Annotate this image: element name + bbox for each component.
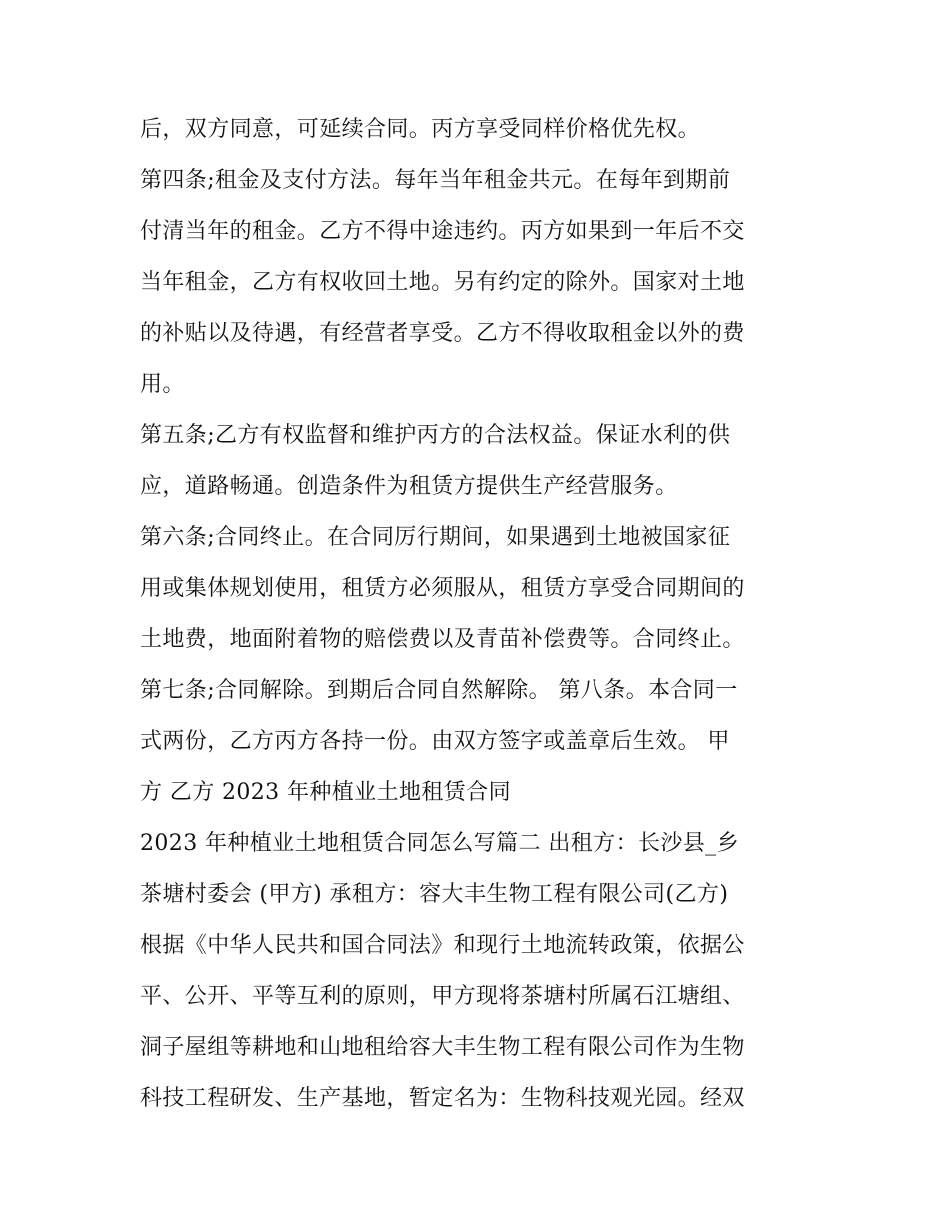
text-line: 应，道路畅通。创造条件为租赁方提供生产经营服务。: [140, 474, 678, 499]
text-line: 第五条;乙方有权监督和维护丙方的合法权益。保证水利的供: [140, 423, 731, 448]
text-line: 用或集体规划使用，租赁方必须服从，租赁方享受合同期间的: [140, 576, 745, 601]
text-line: 洞子屋组等耕地和山地租给容大丰生物工程有限公司作为生物: [140, 1035, 745, 1060]
text-line: 平、公开、平等互利的原则，甲方现将茶塘村所属石江塘组、: [140, 984, 745, 1009]
text-line: 根据《中华人民共和国合同法》和现行土地流转政策，依据公: [140, 933, 745, 958]
text-line: 式两份，乙方丙方各持一份。由双方签字或盖章后生效。 甲: [140, 729, 730, 754]
text-line: 第七条;合同解除。到期后合同自然解除。 第八条。本合同一: [140, 678, 738, 703]
text-line: 后，双方同意，可延续合同。丙方享受同样价格优先权。: [140, 117, 701, 142]
text-line: 茶塘村委会 (甲方) 承租方：容大丰生物工程有限公司(乙方): [140, 882, 729, 907]
text-line: 的补贴以及待遇，有经营者享受。乙方不得收取租金以外的费: [140, 321, 745, 346]
text-line: 付清当年的租金。乙方不得中途违约。丙方如果到一年后不交: [140, 219, 745, 244]
text-line: 科技工程研发、生产基地，暂定名为：生物科技观光园。经双: [140, 1086, 745, 1111]
text-line: 当年租金，乙方有权收回土地。另有约定的除外。国家对土地: [140, 270, 745, 295]
text-line: 第四条;租金及支付方法。每年当年租金共元。在每年到期前: [140, 168, 731, 193]
text-line: 方 乙方 2023 年种植业土地租赁合同: [140, 780, 511, 805]
text-line: 第六条;合同终止。在合同厉行期间，如果遇到土地被国家征: [140, 525, 731, 550]
document-body: [140, 110, 820, 1130]
text-line: 用。: [140, 372, 185, 397]
text-line: 2023 年种植业土地租赁合同怎么写篇二 出租方：长沙县_乡: [140, 831, 739, 856]
text-line: 土地费，地面附着物的赔偿费以及青苗补偿费等。合同终止。: [140, 627, 745, 652]
